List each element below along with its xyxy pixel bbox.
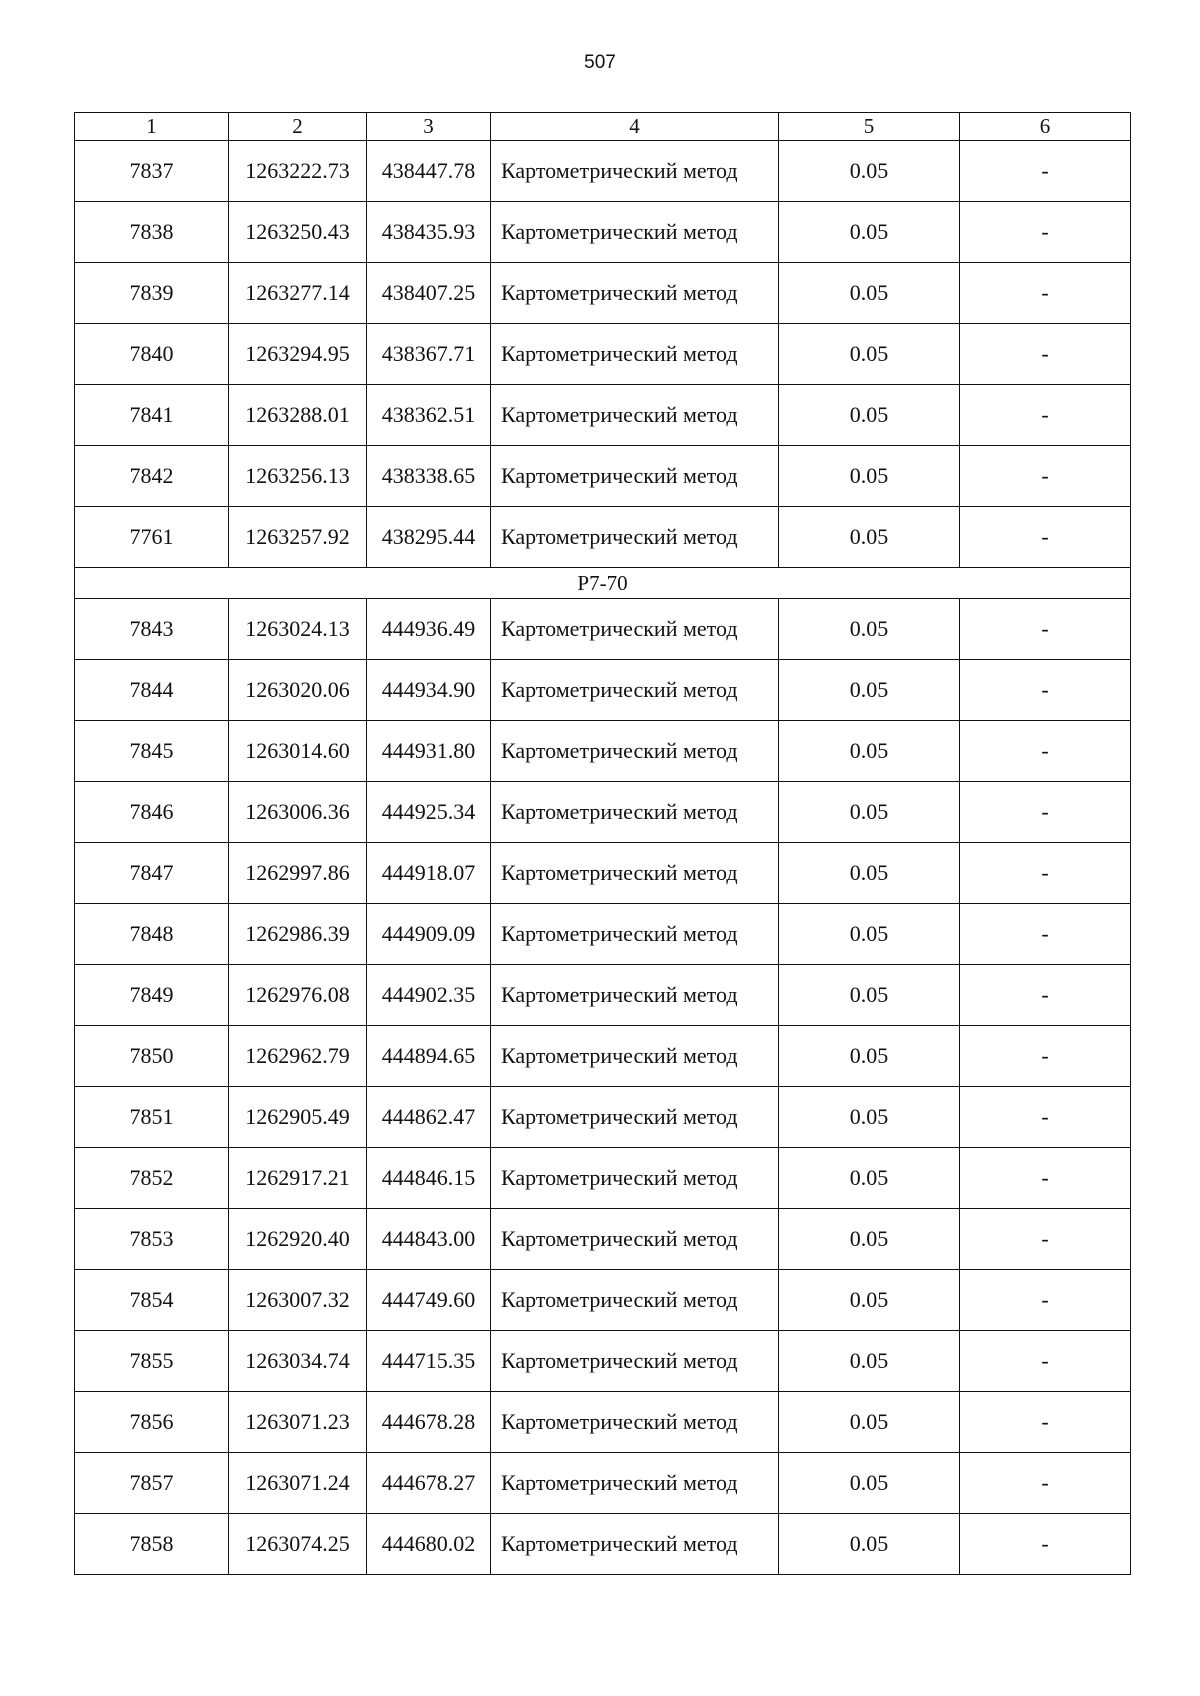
cell-coordinate-x: 1263024.13	[229, 599, 367, 660]
table-row	[75, 1331, 1131, 1392]
cell-accuracy: 0.05	[779, 141, 960, 202]
cell-coordinate-x: 1262917.21	[229, 1148, 367, 1209]
cell-note: -	[960, 1148, 1131, 1209]
table-row	[75, 141, 1131, 202]
cell-accuracy: 0.05	[779, 202, 960, 263]
cell-accuracy: 0.05	[779, 599, 960, 660]
table-row	[75, 782, 1131, 843]
cell-coordinate-y: 438338.65	[367, 446, 491, 507]
cell-note: -	[960, 721, 1131, 782]
cell-accuracy: 0.05	[779, 385, 960, 446]
cell-coordinate-x: 1262997.86	[229, 843, 367, 904]
cell-accuracy: 0.05	[779, 1514, 960, 1575]
cell-accuracy: 0.05	[779, 324, 960, 385]
cell-note: -	[960, 446, 1131, 507]
cell-method: Картометрический метод	[491, 1209, 779, 1270]
cell-method: Картометрический метод	[491, 1148, 779, 1209]
cell-point-number: 7848	[75, 904, 229, 965]
table-row	[75, 721, 1131, 782]
cell-method: Картометрический метод	[491, 263, 779, 324]
page-number: 507	[584, 52, 616, 73]
cell-coordinate-y: 444715.35	[367, 1331, 491, 1392]
table-row	[75, 1453, 1131, 1514]
cell-accuracy: 0.05	[779, 721, 960, 782]
cell-point-number: 7851	[75, 1087, 229, 1148]
cell-accuracy: 0.05	[779, 1331, 960, 1392]
cell-method: Картометрический метод	[491, 141, 779, 202]
cell-coordinate-y: 444936.49	[367, 599, 491, 660]
cell-method: Картометрический метод	[491, 507, 779, 568]
table-row	[75, 904, 1131, 965]
table-header-row	[75, 113, 1131, 141]
cell-point-number: 7844	[75, 660, 229, 721]
cell-point-number: 7840	[75, 324, 229, 385]
cell-point-number: 7843	[75, 599, 229, 660]
table-row	[75, 446, 1131, 507]
cell-coordinate-x: 1263007.32	[229, 1270, 367, 1331]
cell-point-number: 7850	[75, 1026, 229, 1087]
cell-note: -	[960, 202, 1131, 263]
table-row	[75, 1026, 1131, 1087]
cell-coordinate-x: 1263288.01	[229, 385, 367, 446]
cell-point-number: 7845	[75, 721, 229, 782]
cell-point-number: 7853	[75, 1209, 229, 1270]
cell-note: -	[960, 660, 1131, 721]
cell-note: -	[960, 1331, 1131, 1392]
column-header: 3	[367, 113, 491, 141]
cell-coordinate-x: 1262920.40	[229, 1209, 367, 1270]
table-row	[75, 965, 1131, 1026]
table-row	[75, 1209, 1131, 1270]
cell-point-number: 7856	[75, 1392, 229, 1453]
table-row	[75, 507, 1131, 568]
cell-point-number: 7847	[75, 843, 229, 904]
cell-note: -	[960, 965, 1131, 1026]
cell-method: Картометрический метод	[491, 1453, 779, 1514]
cell-coordinate-x: 1263071.23	[229, 1392, 367, 1453]
cell-coordinate-y: 444846.15	[367, 1148, 491, 1209]
cell-accuracy: 0.05	[779, 1392, 960, 1453]
cell-accuracy: 0.05	[779, 1148, 960, 1209]
cell-method: Картометрический метод	[491, 446, 779, 507]
cell-coordinate-y: 438407.25	[367, 263, 491, 324]
cell-note: -	[960, 782, 1131, 843]
cell-note: -	[960, 1209, 1131, 1270]
cell-point-number: 7854	[75, 1270, 229, 1331]
cell-accuracy: 0.05	[779, 1270, 960, 1331]
cell-coordinate-y: 444749.60	[367, 1270, 491, 1331]
cell-coordinate-x: 1263071.24	[229, 1453, 367, 1514]
cell-point-number: 7841	[75, 385, 229, 446]
table-row	[75, 1392, 1131, 1453]
cell-note: -	[960, 904, 1131, 965]
column-header: 2	[229, 113, 367, 141]
table-row	[75, 1270, 1131, 1331]
coordinates-table	[74, 112, 1131, 1575]
cell-method: Картометрический метод	[491, 1514, 779, 1575]
table-row	[75, 202, 1131, 263]
cell-method: Картометрический метод	[491, 660, 779, 721]
cell-coordinate-x: 1263006.36	[229, 782, 367, 843]
cell-coordinate-x: 1263034.74	[229, 1331, 367, 1392]
cell-coordinate-x: 1262986.39	[229, 904, 367, 965]
cell-point-number: 7837	[75, 141, 229, 202]
cell-method: Картометрический метод	[491, 965, 779, 1026]
cell-coordinate-x: 1263257.92	[229, 507, 367, 568]
cell-coordinate-y: 438435.93	[367, 202, 491, 263]
table-row	[75, 1087, 1131, 1148]
cell-coordinate-y: 444902.35	[367, 965, 491, 1026]
cell-coordinate-y: 438367.71	[367, 324, 491, 385]
cell-method: Картометрический метод	[491, 782, 779, 843]
cell-note: -	[960, 507, 1131, 568]
cell-note: -	[960, 263, 1131, 324]
cell-coordinate-x: 1263222.73	[229, 141, 367, 202]
cell-coordinate-x: 1263250.43	[229, 202, 367, 263]
section-header-row	[75, 568, 1131, 599]
cell-accuracy: 0.05	[779, 965, 960, 1026]
cell-note: -	[960, 1087, 1131, 1148]
cell-point-number: 7849	[75, 965, 229, 1026]
cell-accuracy: 0.05	[779, 507, 960, 568]
table-row	[75, 385, 1131, 446]
cell-note: -	[960, 599, 1131, 660]
cell-accuracy: 0.05	[779, 904, 960, 965]
cell-method: Картометрический метод	[491, 202, 779, 263]
cell-note: -	[960, 1514, 1131, 1575]
table-row	[75, 843, 1131, 904]
column-header: 5	[779, 113, 960, 141]
cell-method: Картометрический метод	[491, 721, 779, 782]
column-header: 4	[491, 113, 779, 141]
cell-note: -	[960, 141, 1131, 202]
cell-point-number: 7842	[75, 446, 229, 507]
table-row	[75, 660, 1131, 721]
cell-coordinate-x: 1263277.14	[229, 263, 367, 324]
cell-method: Картометрический метод	[491, 1331, 779, 1392]
section-title: P7-70	[75, 568, 1131, 599]
cell-method: Картометрический метод	[491, 904, 779, 965]
cell-coordinate-x: 1263020.06	[229, 660, 367, 721]
cell-coordinate-x: 1263256.13	[229, 446, 367, 507]
cell-point-number: 7852	[75, 1148, 229, 1209]
cell-coordinate-x: 1263074.25	[229, 1514, 367, 1575]
cell-coordinate-x: 1262905.49	[229, 1087, 367, 1148]
cell-coordinate-y: 444894.65	[367, 1026, 491, 1087]
cell-coordinate-y: 444843.00	[367, 1209, 491, 1270]
cell-note: -	[960, 843, 1131, 904]
cell-coordinate-y: 444934.90	[367, 660, 491, 721]
cell-note: -	[960, 324, 1131, 385]
cell-note: -	[960, 1453, 1131, 1514]
table-row	[75, 599, 1131, 660]
cell-point-number: 7838	[75, 202, 229, 263]
cell-point-number: 7846	[75, 782, 229, 843]
cell-coordinate-y: 444680.02	[367, 1514, 491, 1575]
cell-accuracy: 0.05	[779, 1209, 960, 1270]
column-header: 6	[960, 113, 1131, 141]
cell-coordinate-y: 444931.80	[367, 721, 491, 782]
table-row	[75, 324, 1131, 385]
cell-point-number: 7857	[75, 1453, 229, 1514]
cell-coordinate-y: 438362.51	[367, 385, 491, 446]
cell-coordinate-x: 1263294.95	[229, 324, 367, 385]
cell-point-number: 7839	[75, 263, 229, 324]
table-row	[75, 1148, 1131, 1209]
cell-note: -	[960, 1392, 1131, 1453]
cell-accuracy: 0.05	[779, 1453, 960, 1514]
cell-accuracy: 0.05	[779, 263, 960, 324]
cell-coordinate-y: 444918.07	[367, 843, 491, 904]
cell-method: Картометрический метод	[491, 1026, 779, 1087]
cell-method: Картометрический метод	[491, 385, 779, 446]
cell-note: -	[960, 1026, 1131, 1087]
cell-point-number: 7761	[75, 507, 229, 568]
cell-method: Картометрический метод	[491, 599, 779, 660]
cell-accuracy: 0.05	[779, 782, 960, 843]
table-body	[75, 141, 1131, 1575]
cell-accuracy: 0.05	[779, 660, 960, 721]
cell-coordinate-x: 1263014.60	[229, 721, 367, 782]
cell-point-number: 7855	[75, 1331, 229, 1392]
cell-coordinate-y: 438295.44	[367, 507, 491, 568]
cell-note: -	[960, 385, 1131, 446]
cell-coordinate-y: 444862.47	[367, 1087, 491, 1148]
cell-accuracy: 0.05	[779, 1087, 960, 1148]
cell-coordinate-y: 444925.34	[367, 782, 491, 843]
table-row	[75, 1514, 1131, 1575]
cell-coordinate-y: 444909.09	[367, 904, 491, 965]
cell-accuracy: 0.05	[779, 1026, 960, 1087]
cell-accuracy: 0.05	[779, 843, 960, 904]
cell-method: Картометрический метод	[491, 843, 779, 904]
cell-method: Картометрический метод	[491, 1087, 779, 1148]
table-row	[75, 263, 1131, 324]
cell-coordinate-y: 444678.28	[367, 1392, 491, 1453]
cell-point-number: 7858	[75, 1514, 229, 1575]
cell-note: -	[960, 1270, 1131, 1331]
cell-method: Картометрический метод	[491, 1392, 779, 1453]
cell-coordinate-x: 1262962.79	[229, 1026, 367, 1087]
cell-method: Картометрический метод	[491, 324, 779, 385]
cell-method: Картометрический метод	[491, 1270, 779, 1331]
column-header: 1	[75, 113, 229, 141]
cell-coordinate-y: 438447.78	[367, 141, 491, 202]
cell-accuracy: 0.05	[779, 446, 960, 507]
cell-coordinate-x: 1262976.08	[229, 965, 367, 1026]
cell-coordinate-y: 444678.27	[367, 1453, 491, 1514]
